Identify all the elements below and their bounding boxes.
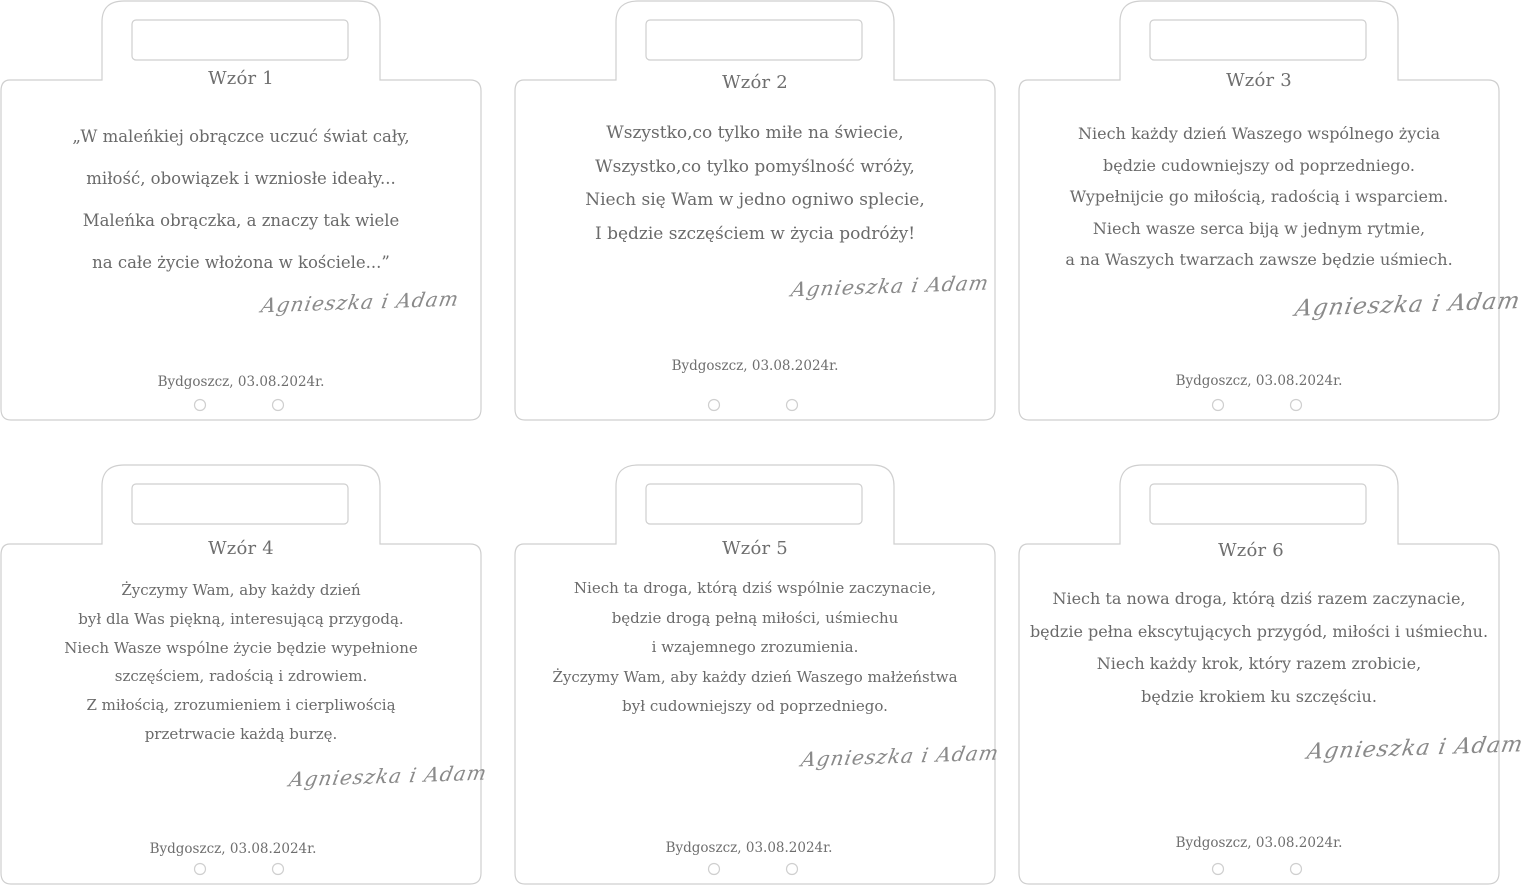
verse	[1028, 583, 1490, 713]
verse-line: na całe życie włożona w kościele...”	[92, 253, 390, 272]
verse-line: „W maleńkiej obrączce uczuć świat cały,	[72, 127, 410, 146]
signature: Agnieszka i Adam	[789, 270, 992, 302]
verse-line: Niech Wasze wspólne życie będzie wypełnione	[64, 638, 418, 657]
card-title: Wzór 3	[1226, 70, 1292, 91]
verse-line: Wypełnijcie go miłością, radością i wsparciem.	[1069, 187, 1449, 206]
verse-line: będzie drogą pełną miłości, uśmiechu	[611, 608, 899, 627]
place-date: Bydgoszcz, 03.08.2024r.	[157, 374, 325, 390]
verse-line: był cudowniejszy od poprzedniego.	[622, 697, 888, 715]
verse-line: będzie cudowniejszy od poprzedniego.	[1103, 155, 1415, 175]
card-title: Wzór 4	[208, 538, 274, 559]
card-title: Wzór 6	[1218, 540, 1284, 561]
verse-line: Życzymy Wam, aby każdy dzień Waszego małżeństwa	[552, 667, 958, 686]
verse-line: będzie krokiem ku szczęściu.	[1141, 686, 1377, 706]
verse-line: Niech każdy krok, który razem zrobicie,	[1096, 654, 1422, 673]
place-date: Bydgoszcz, 03.08.2024r.	[1175, 835, 1343, 851]
card-wzor-4	[0, 464, 490, 886]
card-wzor-1	[0, 0, 482, 422]
verse	[1028, 118, 1490, 276]
verse-line: a na Waszych twarzach zawsze będzie uśmiech.	[1065, 250, 1453, 269]
card-title: Wzór 5	[722, 538, 788, 559]
verse-line: Wszystko,co tylko miłe na świecie,	[606, 123, 904, 143]
signature: Agnieszka i Adam	[799, 740, 1002, 772]
verse	[10, 576, 472, 749]
card-wzor-5	[514, 464, 1002, 886]
verse-line: był dla Was piękną, interesującą przygodą.	[78, 609, 404, 628]
verse-line: Życzymy Wam, aby każdy dzień	[121, 581, 361, 599]
verse-line: przetrwacie każdą burzę.	[144, 724, 338, 743]
place-date: Bydgoszcz, 03.08.2024r.	[671, 358, 839, 374]
verse-line: Niech ta droga, którą dziś wspólnie zaczynacie,	[573, 579, 937, 597]
verse	[524, 574, 986, 722]
signature: Agnieszka i Adam	[1292, 288, 1523, 322]
card-wzor-6	[1018, 464, 1525, 886]
verse-line: Niech ta nowa droga, którą dziś razem zaczynacie,	[1052, 589, 1466, 608]
verse-line: Niech się Wam w jedno ogniwo splecie,	[585, 190, 925, 210]
verse	[524, 117, 986, 251]
place-date: Bydgoszcz, 03.08.2024r.	[1175, 373, 1343, 389]
verse-line: Niech wasze serca biją w jednym rytmie,	[1092, 218, 1426, 238]
signature: Agnieszka i Adam	[259, 286, 462, 318]
card-title: Wzór 1	[208, 68, 274, 89]
verse-line: I będzie szczęściem w życia podróży!	[594, 223, 916, 244]
card-wzor-2	[514, 0, 996, 422]
verse-line: szczęściem, radością i zdrowiem.	[114, 667, 368, 686]
verse-line: i wzajemnego zrozumienia.	[651, 638, 859, 656]
verse-line: Niech każdy dzień Waszego wspólnego życia	[1078, 124, 1440, 143]
verse-line: Maleńka obrączka, a znaczy tak wiele	[82, 211, 400, 230]
place-date: Bydgoszcz, 03.08.2024r.	[665, 840, 833, 856]
place-date: Bydgoszcz, 03.08.2024r.	[149, 841, 317, 857]
verse	[10, 116, 472, 284]
verse-line: Z miłością, zrozumieniem i cierpliwością	[86, 696, 396, 715]
verse-line: miłość, obowiązek i wzniosłe ideały...	[86, 169, 396, 188]
verse-line: Wszystko,co tylko pomyślność wróży,	[595, 156, 915, 177]
signature: Agnieszka i Adam	[287, 760, 490, 792]
signature: Agnieszka i Adam	[1305, 732, 1525, 765]
card-wzor-3	[1018, 0, 1523, 422]
verse-line: będzie pełna ekscytujących przygód, miłości i uśmiechu.	[1029, 621, 1489, 641]
card-title: Wzór 2	[722, 72, 788, 93]
